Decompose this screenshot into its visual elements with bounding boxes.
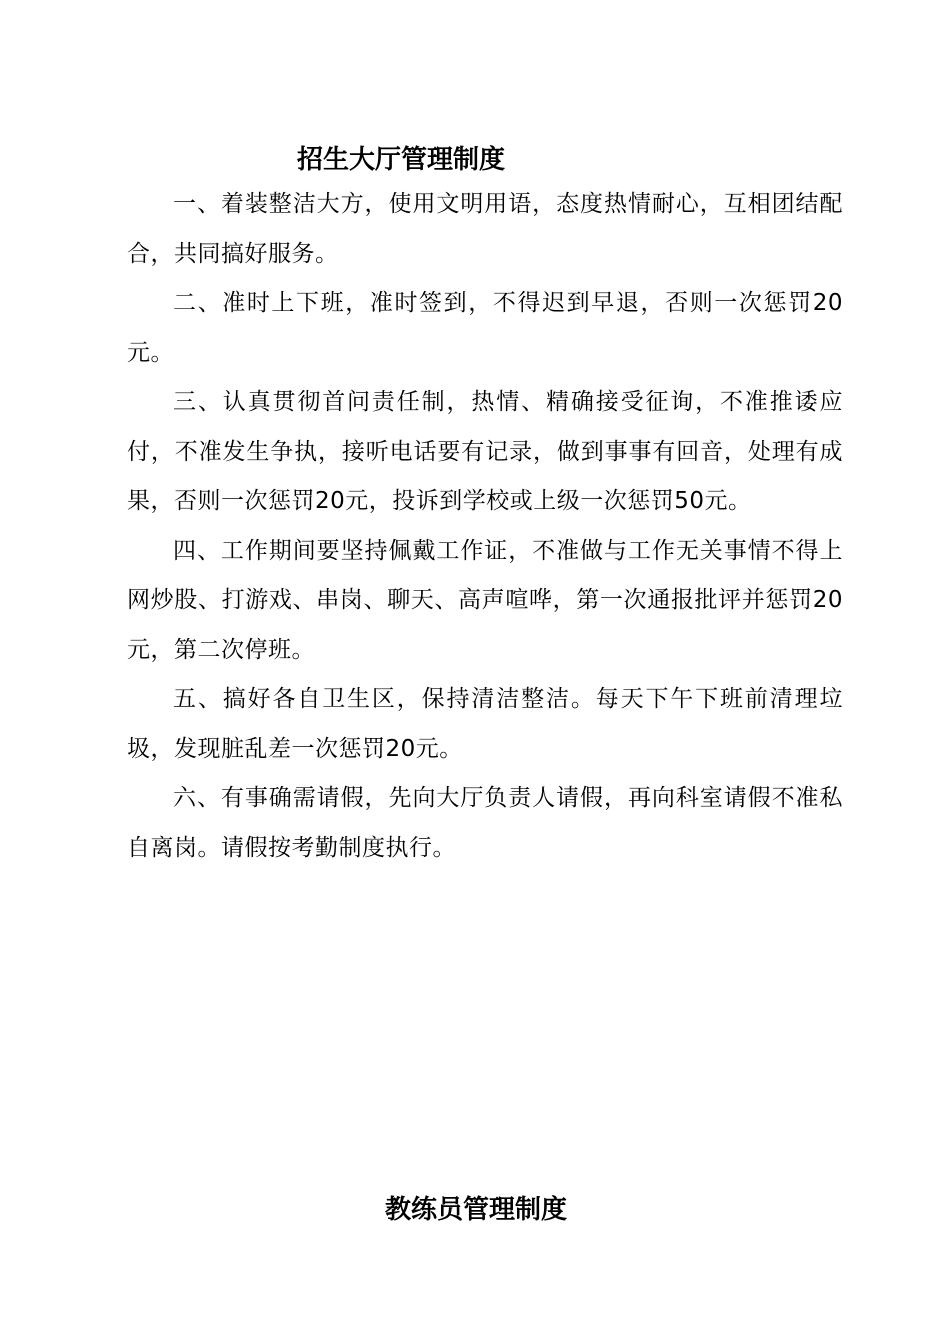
document-body [127, 180, 843, 873]
paragraph-6: 六、有事确需请假，先向大厅负责人请假，再向科室请假不准私自离岗。请假按考勤制度执行。 [127, 785, 843, 861]
paragraph-1: 一、着装整洁大方，使用文明用语，态度热情耐心，互相团结配合，共同搞好服务。 [127, 191, 843, 267]
paragraph-2: 二、准时上下班，准时签到，不得迟到早退，否则一次惩罚20元。 [127, 290, 843, 366]
paragraph-5: 五、搞好各自卫生区，保持清洁整洁。每天下午下班前清理垃圾，发现脏乱差一次惩罚20元。 [127, 686, 843, 762]
next-section-title: 教练员管理制度 [385, 1195, 568, 1225]
paragraph-3: 三、认真贯彻首问责任制，热情、精确接受征询，不准推诿应付，不准发生争执，接听电话要有记录，做到事事有回音，处理有成果，否则一次惩罚20元，投诉到学校或上级一次惩罚50元。 [127, 389, 843, 514]
document-title: 招生大厅管理制度 [297, 145, 506, 175]
paragraph-4: 四、工作期间要坚持佩戴工作证，不准做与工作无关事情不得上网炒股、打游戏、串岗、聊天、高声喧哗，第一次通报批评并惩罚20元，第二次停班。 [127, 537, 843, 663]
